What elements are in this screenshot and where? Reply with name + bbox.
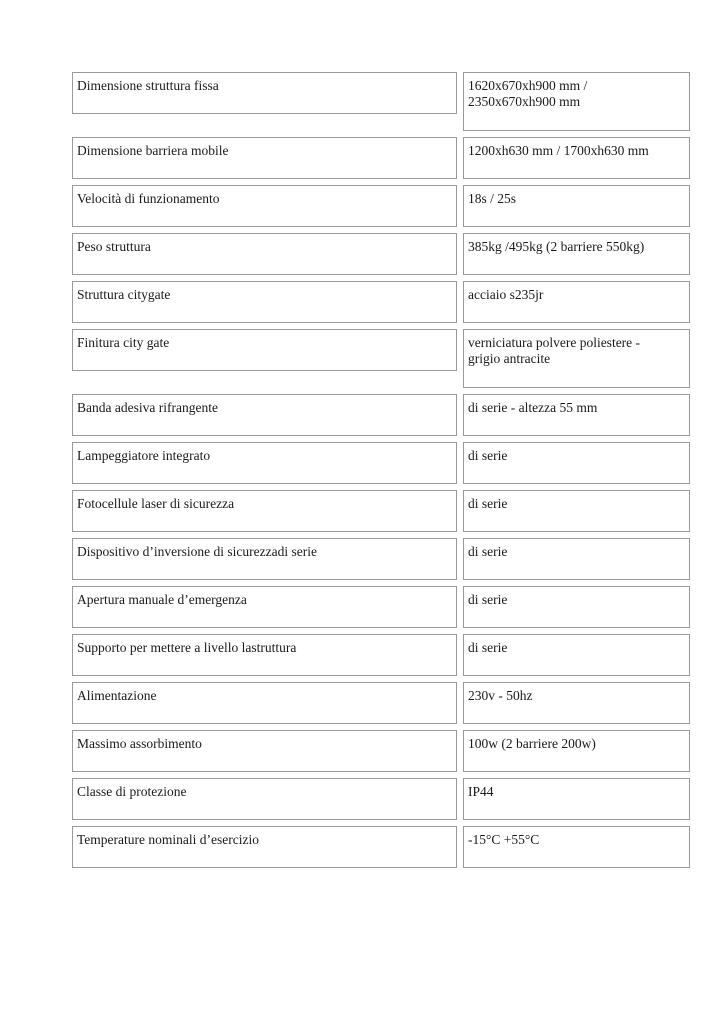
spec-label: Temperature nominali d’esercizio	[72, 826, 457, 868]
spec-value: IP44	[463, 778, 690, 820]
spec-label: Dimensione barriera mobile	[72, 137, 457, 179]
spec-value: 385kg /495kg (2 barriere 550kg)	[463, 233, 690, 275]
spec-label: Dimensione struttura fissa	[72, 72, 457, 114]
spec-value: 18s / 25s	[463, 185, 690, 227]
spec-value: 100w (2 barriere 200w)	[463, 730, 690, 772]
spec-value: acciaio s235jr	[463, 281, 690, 323]
spec-value: di serie	[463, 490, 690, 532]
spec-value: 1200xh630 mm / 1700xh630 mm	[463, 137, 690, 179]
spec-label: Peso struttura	[72, 233, 457, 275]
spec-value: di serie	[463, 586, 690, 628]
spec-label: Massimo assorbimento	[72, 730, 457, 772]
spec-label: Lampeggiatore integrato	[72, 442, 457, 484]
spec-value: verniciatura polvere poliestere - grigio antracite	[463, 329, 690, 388]
spec-value: di serie	[463, 538, 690, 580]
spec-label: Velocità di funzionamento	[72, 185, 457, 227]
spec-label: Struttura citygate	[72, 281, 457, 323]
spec-label: Classe di protezione	[72, 778, 457, 820]
spec-label: Alimentazione	[72, 682, 457, 724]
spec-value: di serie	[463, 634, 690, 676]
spec-label: Apertura manuale d’emergenza	[72, 586, 457, 628]
spec-label: Banda adesiva rifrangente	[72, 394, 457, 436]
spec-value: di serie - altezza 55 mm	[463, 394, 690, 436]
spec-label: Fotocellule laser di sicurezza	[72, 490, 457, 532]
spec-value: 230v - 50hz	[463, 682, 690, 724]
spec-label: Dispositivo d’inversione di sicurezzadi serie	[72, 538, 457, 580]
spec-label: Supporto per mettere a livello lastruttura	[72, 634, 457, 676]
spec-label: Finitura city gate	[72, 329, 457, 371]
spec-value: -15°C +55°C	[463, 826, 690, 868]
spec-value: 1620x670xh900 mm / 2350x670xh900 mm	[463, 72, 690, 131]
spec-value: di serie	[463, 442, 690, 484]
